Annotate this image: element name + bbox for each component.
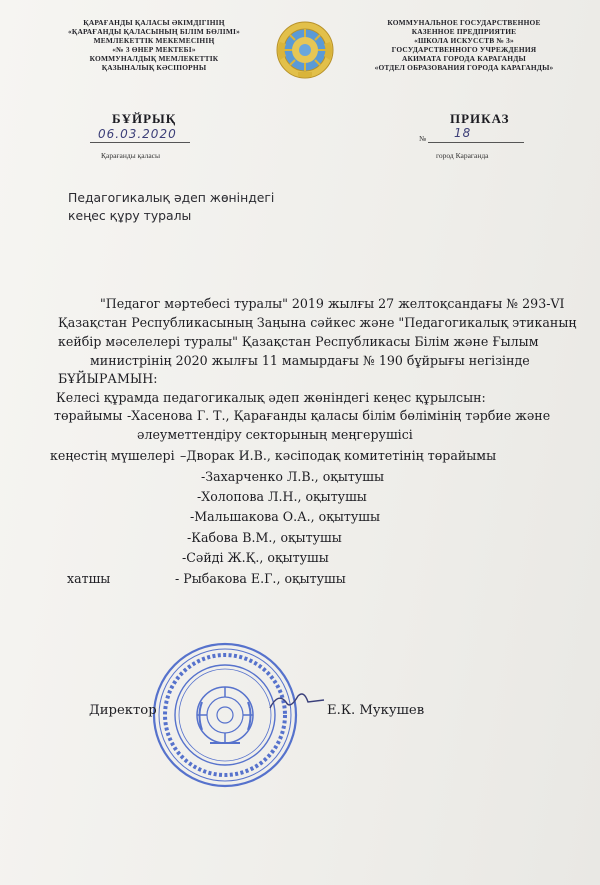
order-number: 18 <box>454 126 472 140</box>
official-stamp <box>150 640 300 790</box>
header-right-line: КАЗЕННОЕ ПРЕДПРИЯТИЕ <box>411 27 517 36</box>
header-left-line: ҚАРАҒАНДЫ ҚАЛАСЫ ӘКІМДІГІНІҢ <box>83 18 225 27</box>
body-line: министрінің 2020 жылғы 11 мамырдағы № 190 бұйрығы негізінде <box>90 353 530 368</box>
body-line: Келесі құрамда педагогикалық әдеп жөніндегі кеңес құрылсын: <box>56 390 486 405</box>
header-right-line: АКИМАТА ГОРОДА КАРАГАНДЫ <box>402 54 526 63</box>
city-ru: город Караганда <box>436 151 489 160</box>
kazakhstan-emblem-icon <box>274 20 336 80</box>
number-label: № <box>419 134 427 143</box>
header-right-line: ГОСУДАРСТВЕННОГО УЧРЕЖДЕНИЯ <box>391 45 537 54</box>
header-right-line: КОММУНАЛЬНОЕ ГОСУДАРСТВЕННОЕ <box>387 18 541 27</box>
order-date: 06.03.2020 <box>98 127 177 141</box>
order-subject <box>68 189 274 225</box>
subject-line: кеңес құру туралы <box>68 208 192 223</box>
header-left <box>40 18 268 72</box>
members-label: кеңестің мүшелері <box>50 448 175 463</box>
chair-label: төрайымы <box>54 408 123 423</box>
director-role: Директор <box>89 703 157 718</box>
order-title-ru: ПРИКАЗ <box>450 111 510 126</box>
date-underline <box>90 142 190 143</box>
header-left-line: МЕМЛЕКЕТТІК МЕКЕМЕСІНІҢ <box>93 36 215 45</box>
header-right-line: «ОТДЕЛ ОБРАЗОВАНИЯ ГОРОДА КАРАГАНДЫ» <box>374 63 554 72</box>
body-line: Қазақстан Республикасының Заңына сәйкес және "Педагогикалық этиканың <box>58 315 577 330</box>
member-item: -Кабова В.М., оқытушы <box>187 530 342 545</box>
number-underline <box>428 142 524 143</box>
chair-line: -Хасенова Г. Т., Қарағанды қаласы білім бөлімінің тәрбие және <box>127 408 551 423</box>
header-left-line: «ҚАРАҒАНДЫ ҚАЛАСЫНЫҢ БІЛІМ БӨЛІМІ» <box>68 27 240 36</box>
header-left-line: «№ 3 ӨНЕР МЕКТЕБІ» <box>112 45 196 54</box>
header-right <box>350 18 578 72</box>
member-item: -Сәйді Ж.Қ., оқытушы <box>182 550 329 565</box>
director-name: Е.К. Мукушев <box>327 703 425 718</box>
header-right-line: «ШКОЛА ИСКУССТВ № 3» <box>414 36 514 45</box>
header-left-line: КОММУНАЛДЫҚ МЕМЛЕКЕТТІК <box>89 54 219 63</box>
member-item: –Дворак И.В., кәсіподақ комитетінің төрайымы <box>180 448 497 463</box>
order-verb: БҰЙЫРАМЫН: <box>58 371 158 386</box>
city-kz: Қарағанды қаласы <box>101 151 161 160</box>
member-item: -Мальшакова О.А., оқытушы <box>190 509 381 524</box>
secretary-value: - Рыбакова Е.Г., оқытушы <box>175 571 346 586</box>
order-title-kz: БҰЙРЫҚ <box>112 111 177 126</box>
member-item: -Холопова Л.Н., оқытушы <box>197 489 367 504</box>
member-item: -Захарченко Л.В., оқытушы <box>201 469 385 484</box>
body-line: "Педагог мәртебесі туралы" 2019 жылғы 27 желтоқсандағы № 293-VI <box>100 296 565 311</box>
header-left-line: ҚАЗЫНАЛЫҚ КӘСІПОРНЫ <box>101 63 207 72</box>
chair-line: әлеуметтендіру секторының меңгерушісі <box>137 427 413 442</box>
signature-icon <box>268 688 328 714</box>
body-line: кейбір мәселелері туралы" Қазақстан Республикасы Білім және Ғылым <box>58 334 539 349</box>
subject-line: Педагогикалық әдеп жөніндегі <box>68 190 275 205</box>
secretary-label: хатшы <box>67 571 111 586</box>
